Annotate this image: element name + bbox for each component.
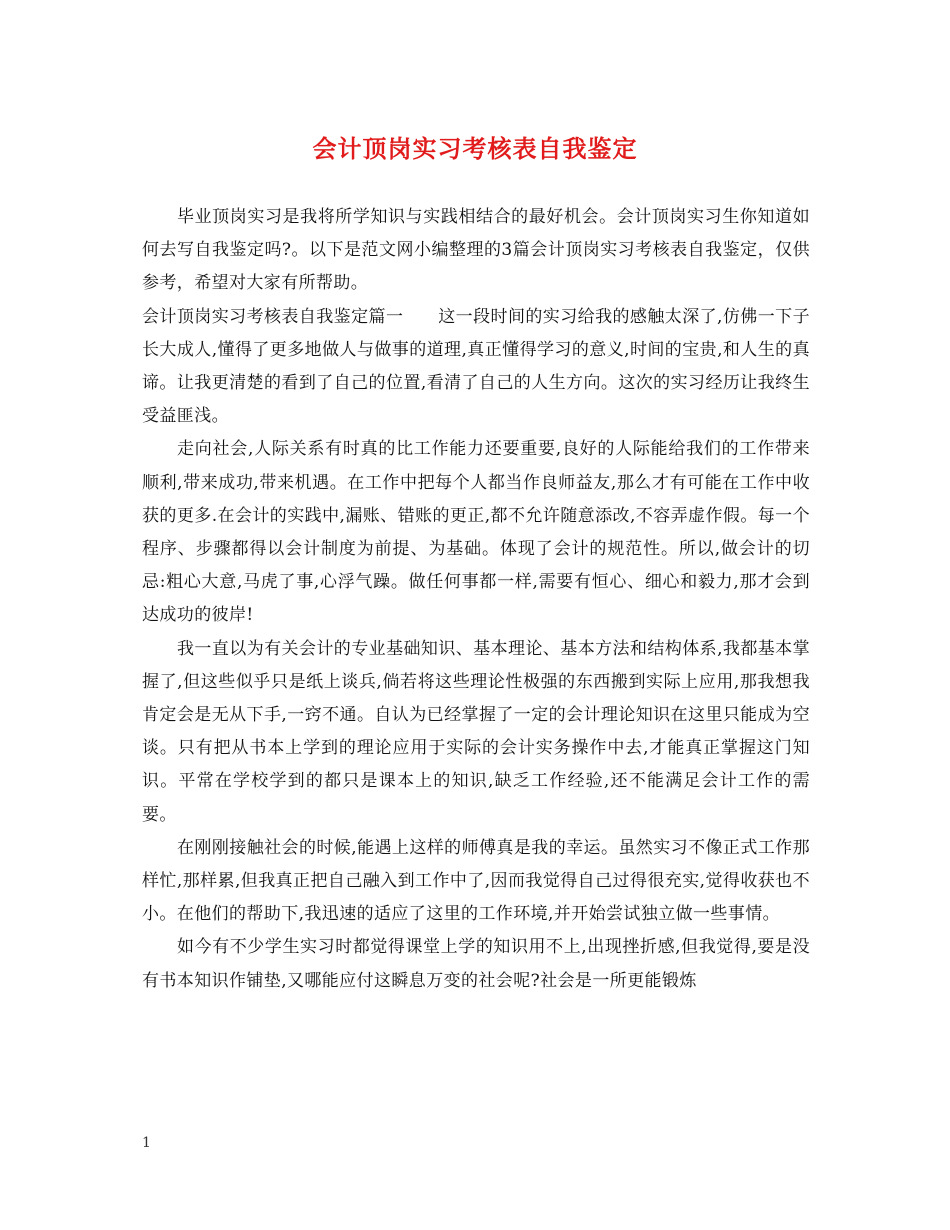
page-number: 1 xyxy=(142,1135,151,1151)
paragraph-section-one: 会计顶岗实习考核表自我鉴定篇一 这一段时间的实习给我的感触太深了,仿佛一下子长大成人,懂得了更多地做人与做事的道理,真正懂得学习的意义,时间的宝贵,和人生的真谛。让我更清楚的看到了自己的位置,看清了自己的人生方向。这次的实习经历让我终生受益匪浅。 xyxy=(142,306,810,427)
paragraph-mentor: 在刚刚接触社会的时候,能遇上这样的师傅真是我的幸运。虽然实习不像正式工作那样忙,那样累,但我真正把自己融入到工作中了,因而我觉得自己过得很充实,觉得收获也不小。在他们的帮助下,我迅速的适应了这里的工作环境,并开始尝试独立做一些事情。 xyxy=(142,837,810,925)
document-title: 会计顶岗实习考核表自我鉴定 xyxy=(312,134,638,163)
paragraph-theory: 我一直以为有关会计的专业基础知识、基本理论、基本方法和结构体系,我都基本掌握了,但这些似乎只是纸上谈兵,倘若将这些理论性极强的东西搬到实际上应用,那我想我肯定会是无从下手,一窍不通。自认为已经掌握了一定的会计理论知识在这里只能成为空谈。只有把从书本上学到的理论应用于实际的会计实务操作中去,才能真正掌握这门知识。平常在学校学到的都只是课本上的知识,缺乏工作经验,还不能满足会计工作的需要。 xyxy=(142,638,810,825)
paragraph-relationships: 走向社会,人际关系有时真的比工作能力还要重要,良好的人际能给我们的工作带来顺利,带来成功,带来机遇。在工作中把每个人都当作良师益友,那么才有可能在工作中收获的更多.在会计的实践中,漏账、错账的更正,都不允许随意添改,不容弄虚作假。每一个程序、步骤都得以会计制度为前提、为基础。体现了会计的规范性。所以,做会计的切忌:粗心大意,马虎了事,心浮气躁。做任何事都一样,需要有恒心、细心和毅力,那才会到达成功的彼岸! xyxy=(142,439,810,626)
document-body xyxy=(142,201,810,998)
paragraph-knowledge: 如今有不少学生实习时都觉得课堂上学的知识用不上,出现挫折感,但我觉得,要是没有书本知识作铺垫,又哪能应付这瞬息万变的社会呢?社会是一所更能锻炼 xyxy=(142,937,810,991)
paragraph-intro: 毕业顶岗实习是我将所学知识与实践相结合的最好机会。会计顶岗实习生你知道如何去写自我鉴定吗?。以下是范文网小编整理的3篇会计顶岗实习考核表自我鉴定，仅供参考，希望对大家有所帮助。 xyxy=(142,207,810,294)
